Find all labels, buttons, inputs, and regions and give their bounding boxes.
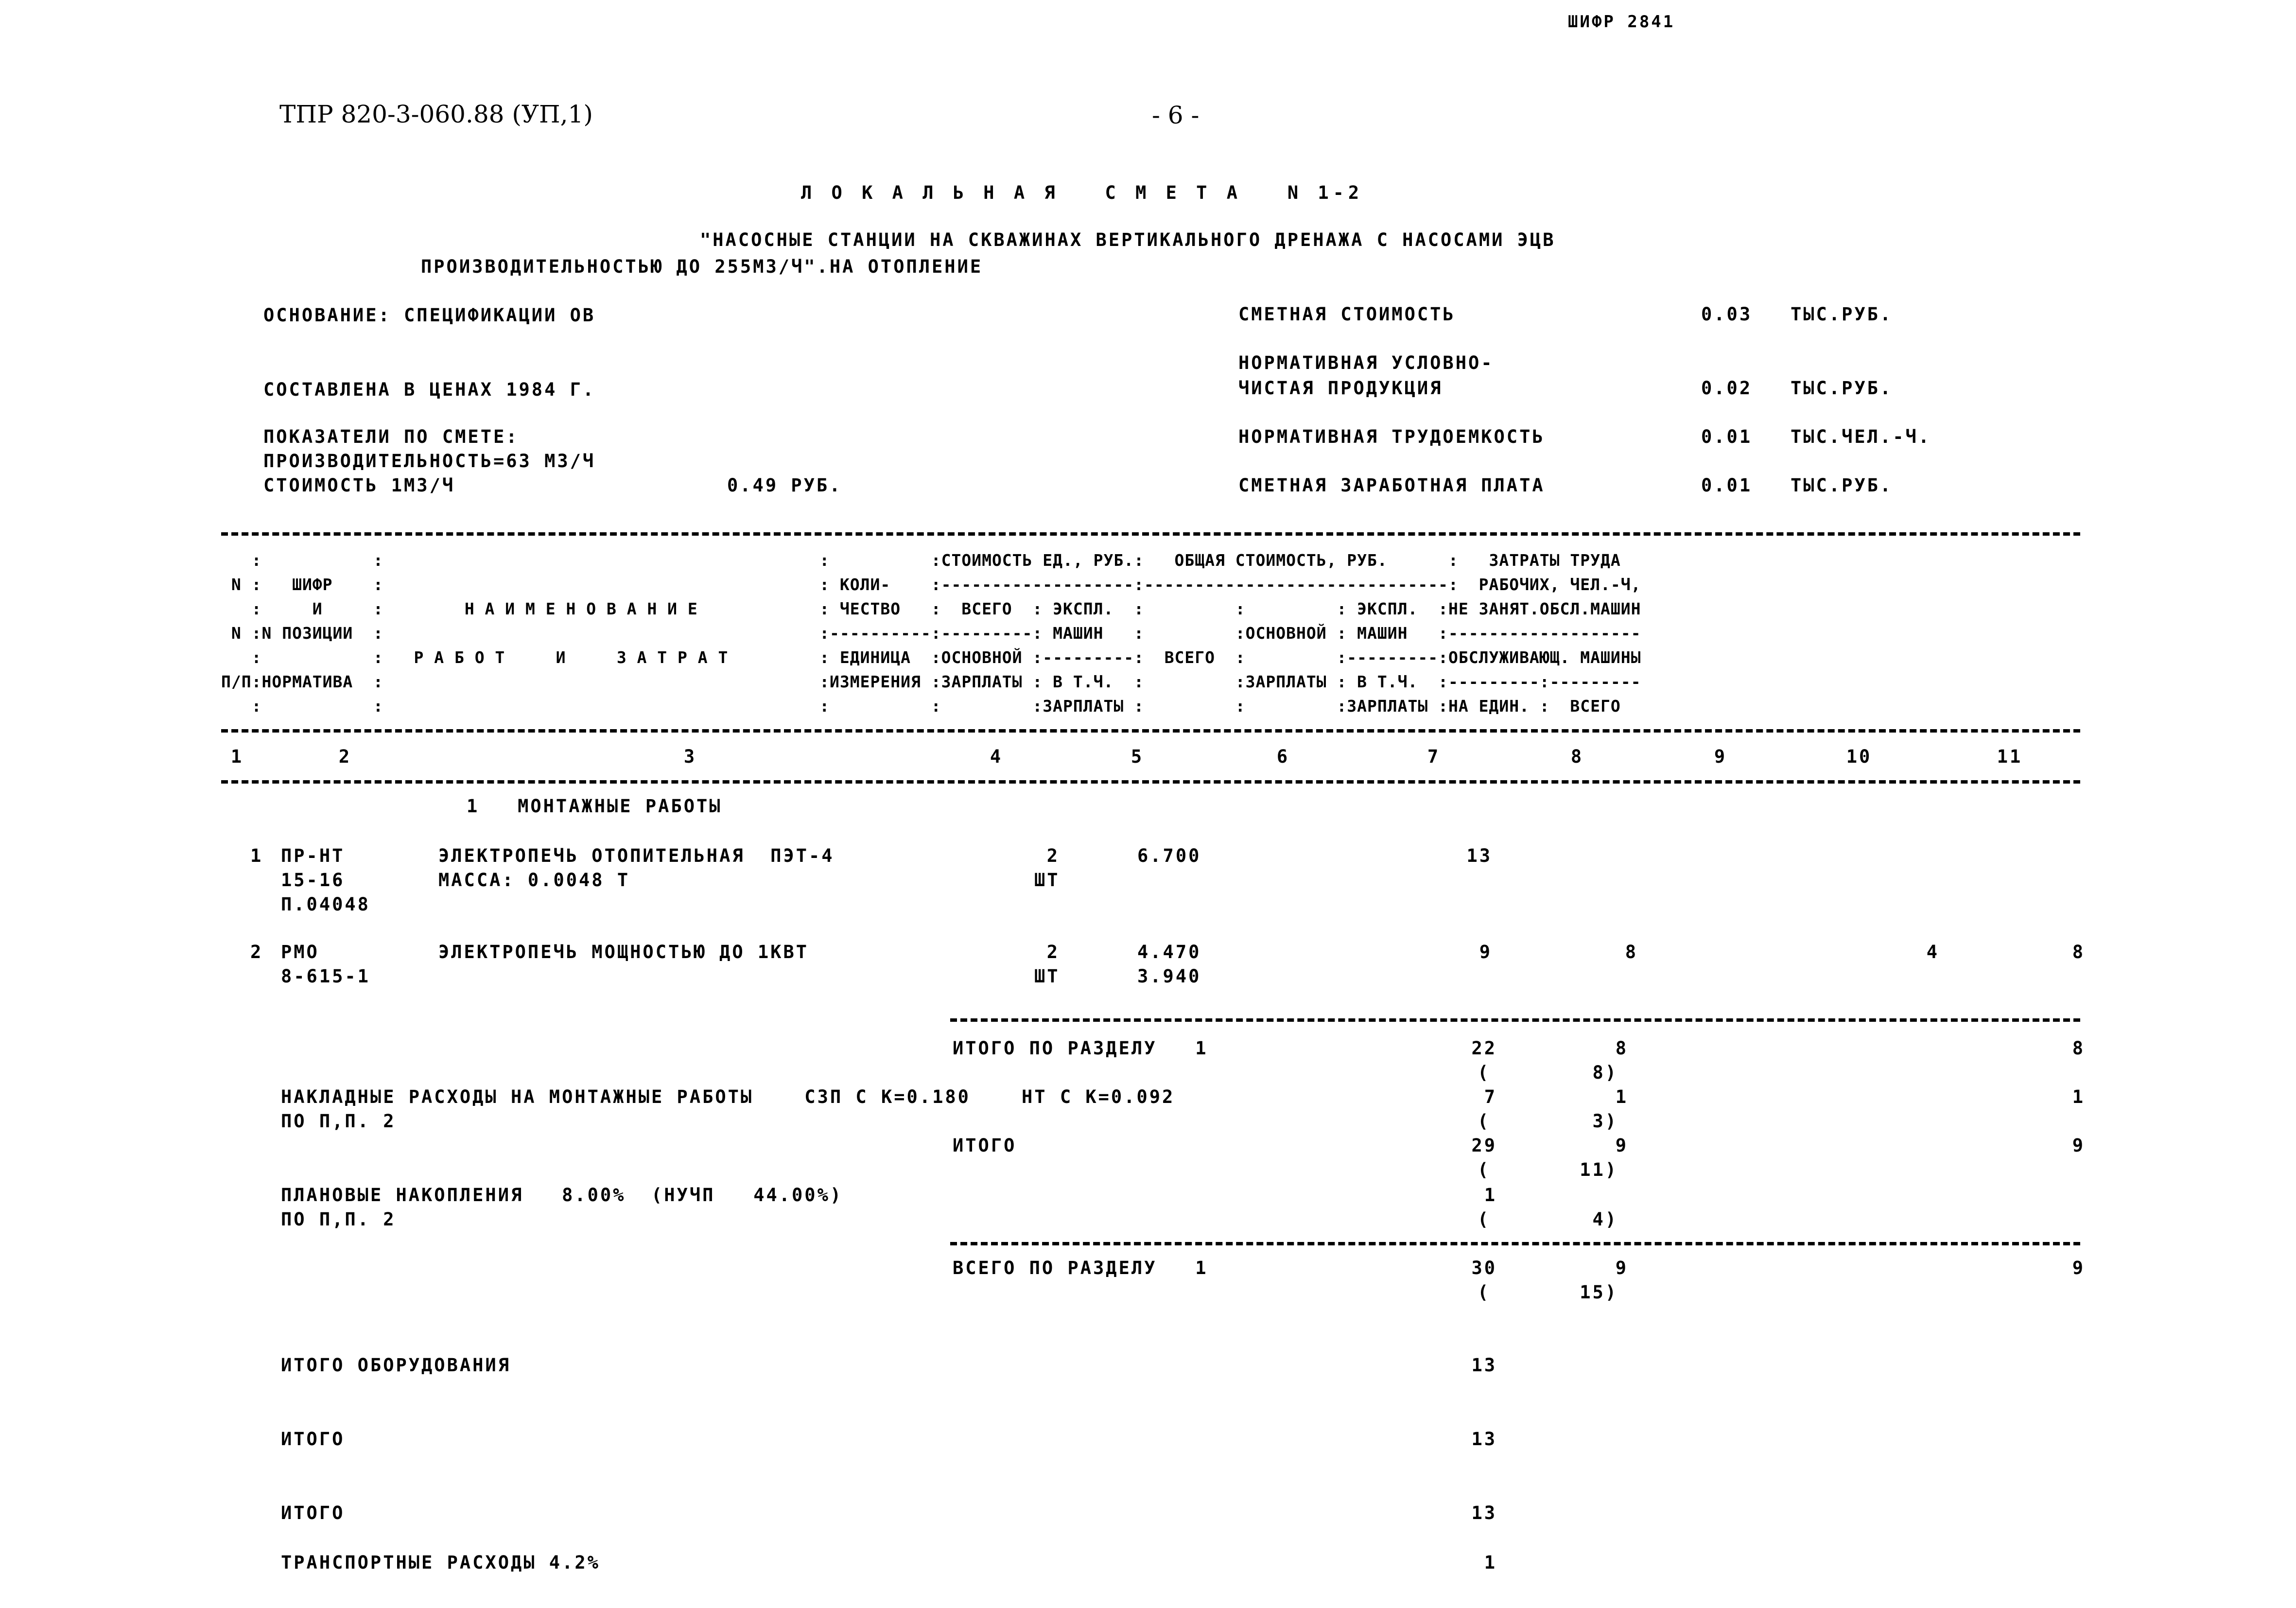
section-title: 1 МОНТАЖНЫЕ РАБОТЫ [467, 796, 722, 817]
table-header-line: : : : :СТОИМОСТЬ ЕД., РУБ.: ОБЩАЯ СТОИМОСТЬ, РУБ. : ЗАТРАТЫ ТРУДА [221, 551, 1621, 570]
indicators-heading: ПОКАЗАТЕЛИ ПО СМЕТЕ: [263, 426, 519, 447]
row-quantity: 2 [1046, 845, 1060, 866]
itogo-machine-wage: ( 11) [1478, 1159, 1618, 1180]
archive-stamp: ШИФР 2841 [1568, 12, 1675, 32]
row-number: 1 [250, 845, 263, 866]
summary-value-net-product: 0.02 [1701, 378, 1753, 399]
overhead-labor: 1 [2072, 1086, 2085, 1107]
row-unit-price: 4.470 [1137, 942, 1201, 962]
planned-savings-machine-wage: ( 4) [1478, 1209, 1618, 1230]
planned-savings-label: ПЛАНОВЫЕ НАКОПЛЕНИЯ 8.00% (НУЧП 44.00%) [281, 1185, 843, 1206]
row-unit-wage: 3.940 [1137, 966, 1201, 987]
summary-label-estimated-cost: СМЕТНАЯ СТОИМОСТЬ [1238, 304, 1456, 325]
overhead-machine-wage: ( 3) [1478, 1111, 1618, 1132]
column-number: 8 [1570, 746, 1584, 767]
section-total-total: 30 [1471, 1258, 1497, 1278]
column-number: 9 [1714, 746, 1727, 767]
section-subtotal-base: 8 [1615, 1038, 1628, 1059]
summary-value-wages: 0.01 [1701, 475, 1753, 496]
column-number: 1 [230, 746, 244, 767]
table-header-line: : : Р А Б О Т И З А Т Р А Т : ЕДИНИЦА :ОСНОВНОЙ :---------: ВСЕГО : :---------:ОБСЛУЖИВАЮЩ. МАШИНЫ [221, 648, 1641, 667]
column-number: 6 [1276, 746, 1290, 767]
row-code: П.04048 [281, 894, 370, 915]
section-total-machine-wage: ( 15) [1478, 1282, 1618, 1303]
document-code: ТПР 820-3-060.88 (УП,1) [279, 100, 593, 128]
row-quantity: 2 [1046, 942, 1060, 962]
numbers-rule [221, 780, 2080, 784]
transport-costs-label: ТРАНСПОРТНЫЕ РАСХОДЫ 4.2% [281, 1552, 600, 1573]
total-label: ИТОГО [281, 1503, 345, 1523]
itogo-base: 9 [1615, 1135, 1628, 1156]
basis-text: ОСНОВАНИЕ: СПЕЦИФИКАЦИИ ОВ [263, 305, 596, 326]
row-base-wage: 8 [1625, 942, 1638, 962]
row-code: ПР-НТ [281, 845, 345, 866]
row-total: 13 [1466, 845, 1492, 866]
prices-text: СОСТАВЛЕНА В ЦЕНАХ 1984 Г. [263, 379, 596, 400]
row-unit: ШТ [1034, 966, 1060, 987]
row-total: 9 [1479, 942, 1492, 962]
table-top-rule [221, 532, 2080, 536]
total-value: 13 [1471, 1429, 1497, 1450]
unit-cost-label: СТОИМОСТЬ 1М3/Ч [263, 475, 455, 496]
itogo-total: 29 [1471, 1135, 1497, 1156]
row-name: МАССА: 0.0048 Т [438, 870, 630, 891]
estimate-subtitle-line-2: ПРОИЗВОДИТЕЛЬНОСТЬЮ ДО 255М3/Ч".НА ОТОПЛЕНИЕ [421, 256, 983, 277]
section-total-label: ВСЕГО ПО РАЗДЕЛУ 1 [953, 1258, 1208, 1278]
column-number: 7 [1427, 746, 1441, 767]
section-total-labor: 9 [2072, 1258, 2085, 1278]
row-labor-per-unit: 4 [1926, 942, 1939, 962]
overhead-reference: ПО П,П. 2 [281, 1111, 396, 1132]
table-header-line: N : ШИФР : : КОЛИ- :-------------------:------------------------------: РАБОЧИХ, ЧЕЛ.-Ч, [221, 575, 1641, 594]
estimate-title: Л О К А Л Ь Н А Я С М Е Т А N 1-2 [801, 182, 1364, 203]
total-label: ИТОГО [281, 1429, 345, 1450]
table-header-line: : : : : :ЗАРПЛАТЫ : : :ЗАРПЛАТЫ :НА ЕДИН. : ВСЕГО [221, 697, 1621, 716]
column-number: 11 [1997, 746, 2023, 767]
estimate-subtitle-line-1: "НАСОСНЫЕ СТАНЦИИ НА СКВАЖИНАХ ВЕРТИКАЛЬНОГО ДРЕНАЖА С НАСОСАМИ ЭЦВ [700, 229, 1556, 250]
header-rule [221, 729, 2080, 733]
section-subtotal-machine-wage: ( 8) [1478, 1062, 1618, 1083]
summary-unit-labor-intensity: ТЫС.ЧЕЛ.-Ч. [1791, 426, 1931, 447]
column-number: 5 [1131, 746, 1144, 767]
summary-unit-net-product: ТЫС.РУБ. [1791, 378, 1893, 399]
row-code: 15-16 [281, 870, 345, 891]
row-labor-total: 8 [2072, 942, 2085, 962]
row-unit-price: 6.700 [1137, 845, 1201, 866]
summary-label-net-product-line-1: НОРМАТИВНАЯ УСЛОВНО- [1238, 352, 1494, 373]
table-header-line: П/П:НОРМАТИВА : :ИЗМЕРЕНИЯ :ЗАРПЛАТЫ : В Т.Ч. : :ЗАРПЛАТЫ : В Т.Ч. :---------:--------- [221, 672, 1641, 691]
summary-label-labor-intensity: НОРМАТИВНАЯ ТРУДОЕМКОСТЬ [1238, 426, 1545, 447]
overhead-total: 7 [1484, 1086, 1497, 1107]
unit-cost-value: 0.49 РУБ. [727, 475, 842, 496]
row-code: 8-615-1 [281, 966, 370, 987]
table-header-line: : И : Н А И М Е Н О В А Н И Е : ЧЕСТВО : ВСЕГО : ЭКСПЛ. : : : ЭКСПЛ. :НЕ ЗАНЯТ.ОБСЛ.МАШИН [221, 599, 1641, 618]
column-number: 3 [683, 746, 697, 767]
table-header-line: N :N ПОЗИЦИИ : :----------:---------: МАШИН : :ОСНОВНОЙ : МАШИН :------------------- [221, 624, 1641, 643]
overhead-label: НАКЛАДНЫЕ РАСХОДЫ НА МОНТАЖНЫЕ РАБОТЫ СЗП С К=0.180 НТ С К=0.092 [281, 1086, 1175, 1107]
summary-value-labor-intensity: 0.01 [1701, 426, 1753, 447]
itogo-label: ИТОГО [953, 1135, 1017, 1156]
planned-savings-reference: ПО П,П. 2 [281, 1209, 396, 1230]
equipment-total-label: ИТОГО ОБОРУДОВАНИЯ [281, 1355, 511, 1376]
row-name: ЭЛЕКТРОПЕЧЬ МОЩНОСТЬЮ ДО 1КВТ [438, 942, 809, 962]
section-subtotal-labor: 8 [2072, 1038, 2085, 1059]
row-unit: ШТ [1034, 870, 1060, 891]
row-code: РМО [281, 942, 319, 962]
summary-unit-estimated-cost: ТЫС.РУБ. [1791, 304, 1893, 325]
itogo-labor: 9 [2072, 1135, 2085, 1156]
overhead-base: 1 [1615, 1086, 1628, 1107]
page-number: - 6 - [1152, 101, 1200, 129]
summary-unit-wages: ТЫС.РУБ. [1791, 475, 1893, 496]
productivity-text: ПРОИЗВОДИТЕЛЬНОСТЬ=63 М3/Ч [263, 451, 596, 472]
equipment-total-value: 13 [1471, 1355, 1497, 1376]
total-value: 13 [1471, 1503, 1497, 1523]
summary-value-estimated-cost: 0.03 [1701, 304, 1753, 325]
section-subtotal-total: 22 [1471, 1038, 1497, 1059]
subtotal-rule [950, 1018, 2080, 1022]
row-number: 2 [250, 942, 263, 962]
column-number: 10 [1846, 746, 1872, 767]
row-name: ЭЛЕКТРОПЕЧЬ ОТОПИТЕЛЬНАЯ ПЭТ-4 [438, 845, 835, 866]
summary-label-wages: СМЕТНАЯ ЗАРАБОТНАЯ ПЛАТА [1238, 475, 1545, 496]
summary-label-net-product: ЧИСТАЯ ПРОДУКЦИЯ [1238, 378, 1443, 399]
section-total-base: 9 [1615, 1258, 1628, 1278]
column-number: 4 [990, 746, 1003, 767]
section-subtotal-label: ИТОГО ПО РАЗДЕЛУ 1 [953, 1038, 1208, 1059]
planned-savings-total: 1 [1484, 1185, 1497, 1206]
transport-costs-value: 1 [1484, 1552, 1497, 1573]
column-number: 2 [338, 746, 352, 767]
section-total-rule [950, 1242, 2080, 1245]
